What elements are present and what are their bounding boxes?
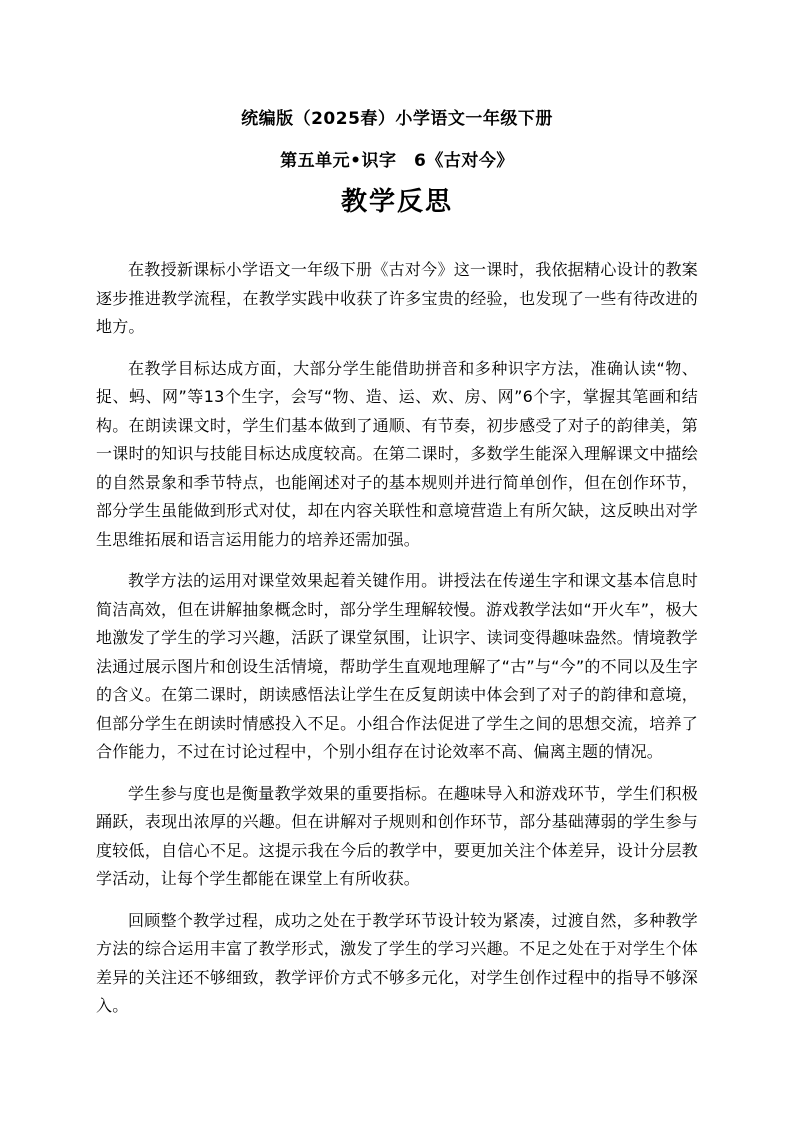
paragraph-intro: 在教授新课标小学语文一年级下册《古对今》这一课时，我依据精心设计的教案逐步推进教学流程，在教学实践中收获了许多宝贵的经验，也发现了一些有待改进的地方。 — [96, 260, 698, 336]
textbook-series-heading: 统编版（2025春）小学语文一年级下册 — [241, 109, 553, 129]
paragraph-methods: 教学方法的运用对课堂效果起着关键作用。讲授法在传递生字和课文基本信息时简洁高效，但在讲解抽象概念时，部分学生理解较慢。游戏教学法如“开火车”，极大地激发了学生的学习兴趣，活跃了课堂氛围，让识字、读词变得趣味盎然。情境教学法通过展示图片和创设生活情境，帮助学生直观地理解了“古”与“今”的不同以及生字的含义。在第二课时，朗读感悟法让学生在反复朗读中体会到了对子的韵律和意境，但部分学生在朗读时情感投入不足。小组合作法促进了学生之间的思想交流，培养了合作能力，不过在讨论过程中，个别小组存在讨论效率不高、偏离主题的情况。 — [96, 571, 698, 761]
paragraph-summary: 回顾整个教学过程，成功之处在于教学环节设计较为紧凑，过渡自然，多种教学方法的综合运用丰富了教学形式，激发了学生的学习兴趣。不足之处在于对学生个体差异的关注还不够细致，教学评价方式不够多元化，对学生创作过程中的指导不够深入。 — [96, 910, 698, 1015]
unit-lesson-heading: 第五单元•识字 6《古对今》 — [280, 151, 514, 171]
paragraph-participation: 学生参与度也是衡量教学效果的重要指标。在趣味导入和游戏环节，学生们积极踊跃，表现出浓厚的兴趣。但在讲解对子规则和创作环节，部分基础薄弱的学生参与度较低，自信心不足。这提示我在今后的教学中，要更加关注个体差异，设计分层教学活动，让每个学生都能在课堂上有所收获。 — [96, 783, 698, 888]
document-title: 教学反思 — [340, 187, 453, 217]
paragraph-objectives: 在教学目标达成方面，大部分学生能借助拼音和多种识字方法，准确认读“物、捉、蚂、网”等13个生字，会写“物、造、运、欢、房、网”6个字，掌握其笔画和结构。在朗读课文时，学生们基本做到了通顺、有节奏，初步感受了对子的韵律美，第一课时的知识与技能目标达成度较高。在第二课时，多数学生能深入理解课文中描绘的自然景象和季节特点，也能阐述对子的基本规则并进行简单创作，但在创作环节，部分学生虽能做到形式对仗，却在内容关联性和意境营造上有所欠缺，这反映出对学生思维拓展和语言运用能力的培养还需加强。 — [96, 358, 698, 549]
reflection-body — [96, 256, 698, 1034]
